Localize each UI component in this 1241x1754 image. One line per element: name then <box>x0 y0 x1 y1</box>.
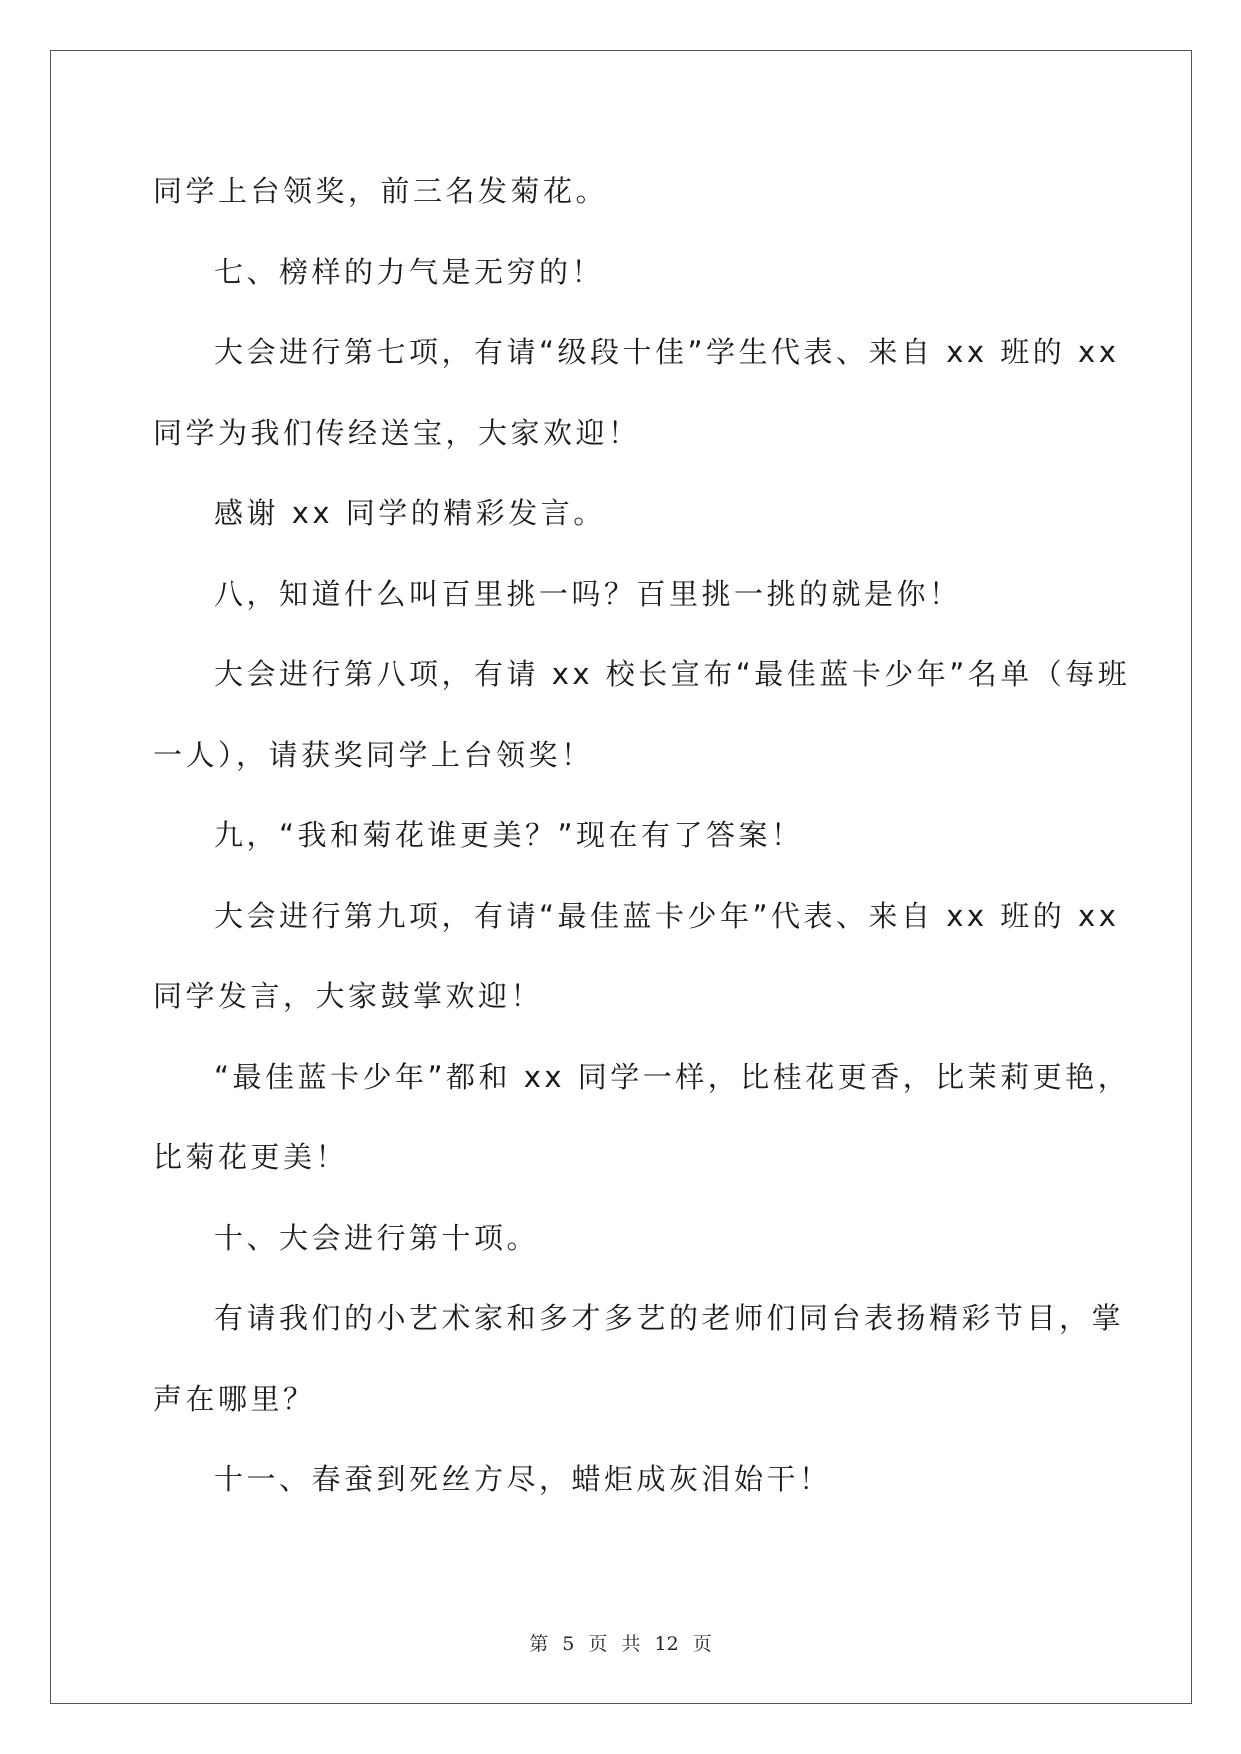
text-line: 八，知道什么叫百里挑一吗？百里挑一挑的就是你！ <box>214 576 962 611</box>
document-body <box>153 162 1131 1531</box>
text-line: 七、榜样的力气是无穷的！ <box>214 254 605 289</box>
text-line: 有请我们的小艺术家和多才多艺的老师们同台表扬精彩节目，掌 <box>214 1301 1125 1335</box>
text-line: 比菊花更美！ <box>153 1140 349 1174</box>
text-line: 声在哪里？ <box>153 1381 316 1416</box>
text-line: “最佳蓝卡少年”都和 xx 同学一样，比桂花更香，比茉莉更艳， <box>214 1059 1131 1094</box>
text-line: 十、大会进行第十项。 <box>214 1220 540 1255</box>
text-line: 九，“我和菊花谁更美？”现在有了答案！ <box>214 818 804 852</box>
text-line: 感谢 xx 同学的精彩发言。 <box>214 496 606 530</box>
text-line: 大会进行第九项，有请“最佳蓝卡少年”代表、来自 xx 班的 xx <box>214 898 1120 933</box>
text-line: 大会进行第七项，有请“级段十佳”学生代表、来自 xx 班的 xx <box>214 335 1120 369</box>
text-line: 大会进行第八项，有请 xx 校长宣布“最佳蓝卡少年”名单（每班 <box>214 657 1131 691</box>
page-number-footer: 第 5 页 共 12 页 <box>529 1633 712 1655</box>
text-line: 同学为我们传经送宝，大家欢迎！ <box>153 415 641 450</box>
text-line: 一人），请获奖同学上台领奖！ <box>153 737 594 772</box>
text-line: 同学上台领奖，前三名发菊花。 <box>153 174 609 208</box>
text-line: 同学发言，大家鼓掌欢迎！ <box>153 979 544 1013</box>
text-line: 十一、春蚕到死丝方尽，蜡炬成灰泪始干！ <box>214 1462 832 1496</box>
